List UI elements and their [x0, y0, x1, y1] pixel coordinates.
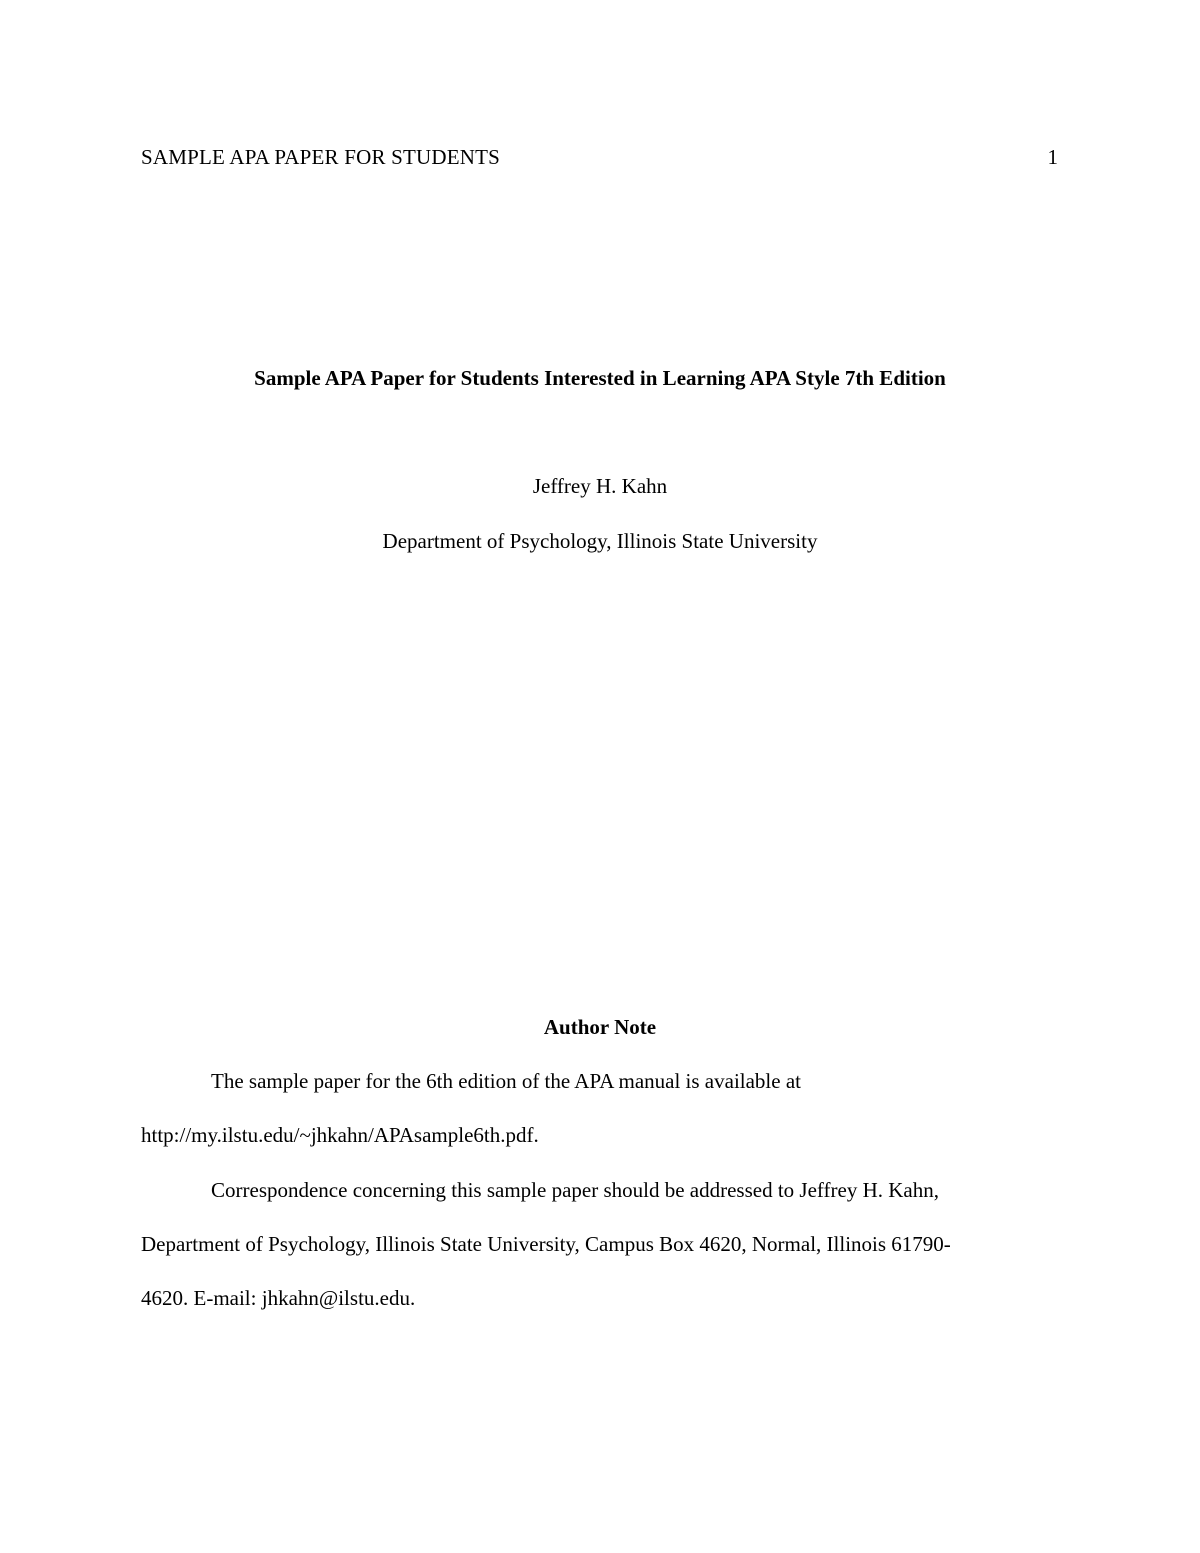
author-note-email-line: 4620. E-mail: jhkahn@ilstu.edu. [141, 1286, 416, 1310]
author-note-line: The sample paper for the 6th edition of the APA manual is available at [211, 1069, 801, 1093]
author-note-heading: Author Note [543, 1015, 657, 1039]
page-number: 1 [1047, 145, 1058, 169]
author-affiliation: Department of Psychology, Illinois State University [382, 529, 818, 553]
author-name: Jeffrey H. Kahn [532, 474, 668, 498]
author-note-line: Department of Psychology, Illinois State University, Campus Box 4620, Normal, Illinois 61790- [141, 1232, 951, 1256]
running-head: SAMPLE APA PAPER FOR STUDENTS [141, 145, 501, 169]
author-note-line: Correspondence concerning this sample paper should be addressed to Jeffrey H. Kahn, [211, 1178, 939, 1202]
author-note-url-line: http://my.ilstu.edu/~jhkahn/APAsample6th.pdf. [141, 1123, 539, 1147]
paper-title: Sample APA Paper for Students Interested in Learning APA Style 7th Edition [254, 366, 946, 390]
